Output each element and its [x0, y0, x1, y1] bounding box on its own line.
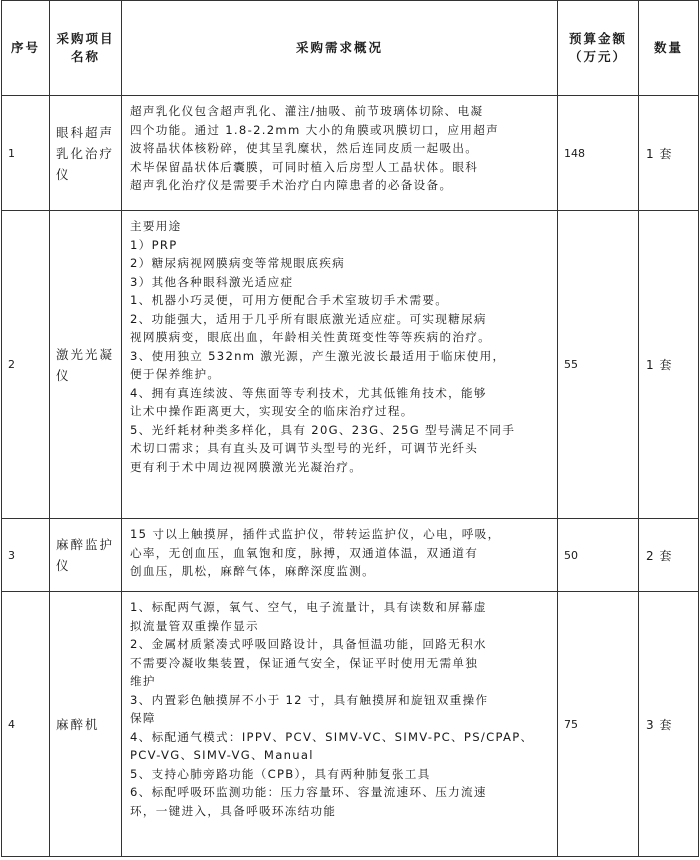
- description-line: 不需要冷凝收集装置，保证通气安全，保证平时使用无需单独: [130, 655, 479, 670]
- requirement-description-cell: [122, 96, 558, 211]
- description-line: 1、标配两气源，氧气、空气，电子流量计，具有读数和屏幕虚: [130, 600, 487, 614]
- description-line: 环，一键进入，具备呼吸环冻结功能: [130, 803, 337, 818]
- description-line: 4、标配通气模式：IPPV、PCV、SIMV-VC、SIMV-PC、PS/CPAP、: [130, 729, 534, 744]
- description-line: 3、使用独立 532nm 激光源，产生激光波长最适用于临床使用，: [130, 348, 506, 363]
- description-line: 4、拥有真连续波、等焦面等专利技术，尤其低锥角技术，能够: [130, 385, 487, 400]
- description-line: 拟流量管双重操作显示: [130, 618, 259, 633]
- header-serial-no: 序号: [2, 1, 50, 96]
- item-name-line: 麻醉机: [56, 716, 100, 732]
- table-row: [2, 519, 699, 592]
- quantity-cell: 1 套: [639, 211, 699, 519]
- item-name-line: 仪: [56, 558, 71, 573]
- item-name-line: 麻醉监护: [56, 537, 115, 552]
- description-line: 术切口需求；具有直头及可调节头型号的光纤，可调节光纤头: [130, 441, 479, 455]
- item-name-line: 乳化治疗: [56, 145, 115, 161]
- budget-cell: 148: [558, 96, 639, 211]
- requirement-description-cell: [122, 211, 558, 519]
- item-name-cell: [50, 211, 122, 519]
- item-name-cell: [50, 519, 122, 592]
- item-name-line: 仪: [56, 367, 71, 383]
- description-line: 波将晶状体核粉碎，使其呈乳糜状，然后连同皮质一起吸出。: [130, 141, 479, 155]
- description-line: 视网膜病变，眼底出血，年龄相关性黄斑变性等等疾病的治疗。: [130, 330, 492, 344]
- description-line: 术毕保留晶状体后囊膜，可同时植入后房型人工晶状体。眼科: [130, 159, 479, 174]
- serial-no-cell: 3: [2, 519, 50, 592]
- description-line: PCV-VG、SIMV-VG、Manual: [130, 748, 314, 762]
- table-row: [2, 211, 699, 519]
- description-line: 维护: [130, 674, 156, 688]
- table-row: [2, 592, 699, 857]
- requirement-description-cell: [122, 592, 558, 857]
- description-line: 让术中操作距离更大，实现安全的临床治疗过程。: [130, 404, 414, 418]
- description-line: 5、光纤耗材种类多样化，具有 20G、23G、25G 型号满足不同手: [130, 422, 516, 437]
- description-line: 2）糖尿病视网膜病变等常规眼底疾病: [130, 256, 345, 270]
- description-line: 5、支持心肺旁路功能（CPB），具有两种肺复张工具: [130, 766, 431, 781]
- item-name-line: 仪: [56, 166, 71, 182]
- quantity-cell: 2 套: [639, 519, 699, 592]
- item-name-cell: [50, 592, 122, 857]
- description-line: 主要用途: [130, 219, 182, 233]
- description-line: 6、标配呼吸环监测功能：压力容量环、容量流速环、压力流速: [130, 785, 487, 799]
- description-line: 2、功能强大，适用于几乎所有眼底激光适应症。可实现糖尿病: [130, 311, 487, 326]
- budget-cell: 50: [558, 519, 639, 592]
- serial-no-cell: 4: [2, 592, 50, 857]
- budget-cell: 75: [558, 592, 639, 857]
- table-row: [2, 96, 699, 211]
- description-line: 更有利于术中周边视网膜激光光凝治疗。: [130, 459, 363, 474]
- description-line: 3）其他各种眼科激光适应症: [130, 274, 294, 289]
- serial-no-cell: 1: [2, 96, 50, 211]
- budget-cell: 55: [558, 211, 639, 519]
- quantity-cell: 1 套: [639, 96, 699, 211]
- quantity-cell: 3 套: [639, 592, 699, 857]
- description-line: 创血压，肌松，麻醉气体，麻醉深度监测。: [130, 564, 375, 578]
- description-line: 四个功能。通过 1.8-2.2mm 大小的角膜或巩膜切口，应用超声: [130, 122, 499, 137]
- header-quantity: 数量: [639, 1, 699, 96]
- description-line: 1）PRP: [130, 237, 178, 252]
- item-name-line: 眼科超声: [56, 124, 115, 140]
- description-line: 便于保养维护。: [130, 367, 221, 381]
- description-line: 1、机器小巧灵便，可用方便配合手术室玻切手术需要。: [130, 293, 449, 307]
- description-line: 3、内置彩色触摸屏不小于 12 寸，具有触摸屏和旋钮双重操作: [130, 692, 489, 707]
- description-line: 超声乳化治疗仪是需要手术治疗白内障患者的必备设备。: [130, 178, 453, 192]
- description-line: 超声乳化仪包含超声乳化、灌注/抽吸、前节玻璃体切除、电凝: [130, 104, 484, 118]
- item-name-line: 激光光凝: [56, 346, 115, 362]
- item-name-cell: [50, 96, 122, 211]
- requirement-description-cell: [122, 519, 558, 592]
- description-line: 15 寸以上触摸屏，插件式监护仪，带转运监护仪，心电，呼吸，: [130, 527, 501, 541]
- description-line: 2、金属材质紧凑式呼吸回路设计，具备恒温功能，回路无积水: [130, 637, 487, 651]
- description-line: 保障: [130, 711, 156, 725]
- header-budget: 预算金额 （万元）: [558, 1, 639, 96]
- header-row: [2, 1, 699, 96]
- header-requirement-overview: 采购需求概况: [122, 1, 558, 96]
- description-line: 心率，无创血压，血氧饱和度，脉搏，双通道体温，双通道有: [130, 545, 479, 560]
- serial-no-cell: 2: [2, 211, 50, 519]
- header-item-name: 采购项目 名称: [50, 1, 122, 96]
- procurement-table: [1, 0, 699, 857]
